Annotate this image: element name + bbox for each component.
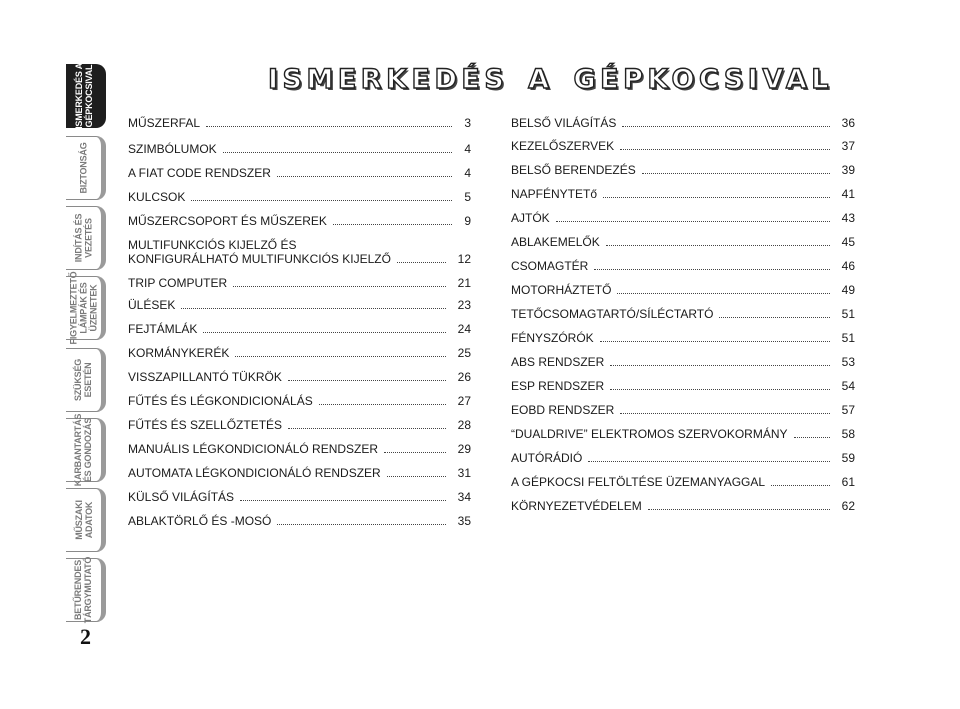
toc-entry-label: ABS RENDSZER bbox=[511, 355, 605, 369]
toc-entry-label: MOTORHÁZTETŐ bbox=[511, 283, 612, 297]
toc-entry-label: “DUALDRIVE” ELEKTROMOS SZERVOKORMÁNY bbox=[511, 427, 788, 441]
toc-entry[interactable] bbox=[511, 499, 855, 513]
toc-entry-page: 62 bbox=[841, 499, 855, 513]
toc-entry-label: KÖRNYEZETVÉDELEM bbox=[511, 499, 642, 513]
toc-entry-label: SZIMBÓLUMOK bbox=[128, 142, 217, 156]
toc-entry[interactable] bbox=[511, 403, 855, 417]
toc-leader-dots bbox=[620, 148, 829, 150]
toc-entry[interactable] bbox=[128, 142, 471, 156]
toc-entry-label: FŰTÉS ÉS LÉGKONDICIONÁLÁS bbox=[128, 394, 313, 408]
toc-entry-label: A GÉPKOCSI FELTÖLTÉSE ÜZEMANYAGGAL bbox=[511, 475, 766, 489]
toc-entry[interactable] bbox=[128, 238, 471, 266]
tab-label: ISMERKEDÉS A GÉPKOCSIVAL bbox=[73, 63, 94, 129]
toc-entry-label: VISSZAPILLANTÓ TÜKRÖK bbox=[128, 370, 282, 384]
toc-entry-label: EOBD RENDSZER bbox=[511, 403, 615, 417]
toc-entry-page: 35 bbox=[457, 514, 471, 528]
toc-entry-page: 28 bbox=[457, 418, 471, 432]
toc-entry-page: 29 bbox=[457, 442, 471, 456]
toc-leader-dots bbox=[235, 355, 445, 357]
toc-leader-dots bbox=[588, 460, 829, 462]
toc-entry-label: TRIP COMPUTER bbox=[128, 276, 228, 290]
toc-entry-label: ÜLÉSEK bbox=[128, 298, 176, 312]
toc-entry[interactable] bbox=[128, 490, 471, 504]
toc-entry-page: 41 bbox=[841, 187, 855, 201]
toc-leader-dots bbox=[648, 508, 830, 510]
toc-leader-dots bbox=[771, 484, 830, 486]
toc-entry-page: 45 bbox=[841, 235, 855, 249]
toc-entry-label: ABLAKTÖRLŐ ÉS -MOSÓ bbox=[128, 514, 272, 528]
toc-entry-label: MANUÁLIS LÉGKONDICIONÁLÓ RENDSZER bbox=[128, 442, 379, 456]
toc-entry-label: AJTÓK bbox=[511, 211, 550, 225]
toc-entry-label: MULTIFUNKCIÓS KIJELZŐ ÉS KONFIGURÁLHATÓ MULTIFUNKCIÓS KIJELZŐ bbox=[128, 238, 391, 266]
toc-entry-page: 59 bbox=[841, 451, 855, 465]
toc-entry[interactable] bbox=[511, 427, 855, 441]
toc-entry[interactable] bbox=[128, 466, 471, 480]
toc-entry-page: 24 bbox=[457, 322, 471, 336]
toc-entry[interactable] bbox=[128, 442, 471, 456]
toc-entry[interactable] bbox=[128, 214, 471, 228]
toc-entry[interactable] bbox=[128, 418, 471, 432]
toc-entry-label: A FIAT CODE RENDSZER bbox=[128, 166, 271, 180]
toc-leader-dots bbox=[610, 364, 829, 366]
toc-leader-dots bbox=[181, 307, 445, 309]
toc-entry[interactable] bbox=[128, 514, 471, 528]
toc-entry-page: 61 bbox=[841, 475, 855, 489]
toc-entry-label: NAPFÉNYTETő bbox=[511, 187, 598, 201]
toc-entry-label: ESP RENDSZER bbox=[511, 379, 605, 393]
toc-entry[interactable] bbox=[511, 475, 855, 489]
toc-entry-page: 4 bbox=[464, 166, 471, 180]
toc-leader-dots bbox=[288, 379, 446, 381]
toc-entry[interactable] bbox=[128, 116, 471, 130]
tab-chapter-5[interactable] bbox=[66, 348, 106, 412]
toc-entry-label: KÜLSŐ VILÁGÍTÁS bbox=[128, 490, 235, 504]
toc-entry[interactable] bbox=[511, 379, 855, 393]
toc-entry-page: 36 bbox=[841, 116, 855, 130]
toc-entry[interactable] bbox=[511, 139, 855, 153]
toc-entry-page: 54 bbox=[841, 379, 855, 393]
toc-entry-page: 58 bbox=[841, 427, 855, 441]
toc-entry-page: 43 bbox=[841, 211, 855, 225]
toc-leader-dots bbox=[594, 268, 829, 270]
toc-entry[interactable] bbox=[511, 211, 855, 225]
toc-leader-dots bbox=[206, 125, 452, 127]
toc-entry-label: MŰSZERCSOPORT ÉS MŰSZEREK bbox=[128, 214, 327, 228]
toc-entry-page: 9 bbox=[464, 214, 471, 228]
toc-entry-label: AUTOMATA LÉGKONDICIONÁLÓ RENDSZER bbox=[128, 466, 381, 480]
toc-entry-label: BELSŐ BERENDEZÉS bbox=[511, 163, 636, 177]
toc-entry[interactable] bbox=[511, 235, 855, 249]
tab-chapter-7[interactable] bbox=[66, 488, 106, 552]
toc-entry[interactable] bbox=[511, 283, 855, 297]
toc-entry-page: 39 bbox=[841, 163, 855, 177]
toc-entry-label: FŰTÉS ÉS SZELLŐZTETÉS bbox=[128, 418, 283, 432]
toc-entry-page: 46 bbox=[841, 259, 855, 273]
toc-entry-page: 21 bbox=[457, 276, 471, 290]
toc-leader-dots bbox=[191, 199, 452, 201]
toc-leader-dots bbox=[622, 125, 829, 127]
toc-entry[interactable] bbox=[128, 346, 471, 360]
tab-label: INDÍTÁS ÉS VEZETÉS bbox=[73, 213, 94, 263]
toc-entry[interactable] bbox=[128, 370, 471, 384]
toc-entry-label: TETŐCSOMAGTARTÓ/SÍLÉCTARTÓ bbox=[511, 307, 714, 321]
tab-label: MŰSZAKI ADATOK bbox=[73, 500, 94, 540]
toc-entry-page: 26 bbox=[457, 370, 471, 384]
tab-chapter-1[interactable] bbox=[66, 64, 106, 128]
toc-leader-dots bbox=[277, 175, 452, 177]
toc-entry-page: 34 bbox=[457, 490, 471, 504]
toc-entry[interactable] bbox=[128, 166, 471, 180]
toc-leader-dots bbox=[600, 340, 830, 342]
toc-entry[interactable] bbox=[511, 307, 855, 321]
toc-entry[interactable] bbox=[511, 355, 855, 369]
toc-entry[interactable] bbox=[511, 259, 855, 273]
toc-entry-label: ABLAKEMELŐK bbox=[511, 235, 600, 249]
toc-entry-label: BELSŐ VILÁGÍTÁS bbox=[511, 116, 617, 130]
toc-entry-page: 5 bbox=[464, 190, 471, 204]
toc-leader-dots bbox=[606, 244, 830, 246]
tab-label: FIGYELMEZTETŐ LÁMPÁK ÉS ÜZENETEK bbox=[68, 271, 99, 345]
tab-chapter-2[interactable] bbox=[66, 136, 106, 200]
toc-leader-dots bbox=[719, 316, 829, 318]
toc-entry-page: 23 bbox=[457, 298, 471, 312]
toc-entry-page: 27 bbox=[457, 394, 471, 408]
toc-leader-dots bbox=[223, 151, 453, 153]
toc-leader-dots bbox=[387, 475, 446, 477]
tab-label: SZÜKSÉG ESETÉN bbox=[73, 358, 94, 402]
toc-leader-dots bbox=[610, 388, 830, 390]
toc-leader-dots bbox=[319, 403, 446, 405]
toc-entry-page: 51 bbox=[841, 307, 855, 321]
toc-leader-dots bbox=[556, 220, 830, 222]
page-title: ISMERKEDÉS A GÉPKOCSIVAL bbox=[268, 64, 833, 95]
toc-entry-label: KEZELŐSZERVEK bbox=[511, 139, 615, 153]
toc-entry-label: KULCSOK bbox=[128, 190, 186, 204]
tab-chapter-6[interactable] bbox=[66, 413, 106, 487]
toc-leader-dots bbox=[603, 196, 830, 198]
toc-entry-label: MŰSZERFAL bbox=[128, 116, 201, 130]
toc-leader-dots bbox=[333, 223, 452, 225]
toc-entry-page: 51 bbox=[841, 331, 855, 345]
toc-leader-dots bbox=[620, 412, 829, 414]
toc-entry-page: 57 bbox=[841, 403, 855, 417]
tab-chapter-3[interactable] bbox=[66, 206, 106, 270]
tab-chapter-8[interactable] bbox=[66, 558, 106, 622]
toc-entry-page: 31 bbox=[457, 466, 471, 480]
toc-entry-page: 49 bbox=[841, 283, 855, 297]
page-number: 2 bbox=[80, 624, 91, 649]
toc-entry-page: 37 bbox=[841, 139, 855, 153]
toc-leader-dots bbox=[240, 499, 446, 501]
toc-entry[interactable] bbox=[511, 163, 855, 177]
toc-entry-page: 12 bbox=[457, 252, 471, 266]
toc-entry[interactable] bbox=[128, 190, 471, 204]
toc-entry[interactable] bbox=[128, 276, 471, 290]
toc-entry-label: KORMÁNYKERÉK bbox=[128, 346, 230, 360]
toc-entry-page: 4 bbox=[464, 142, 471, 156]
toc-leader-dots bbox=[642, 172, 830, 174]
tab-label: BIZTONSÁG bbox=[78, 142, 89, 194]
toc-entry-label: AUTÓRÁDIÓ bbox=[511, 451, 583, 465]
toc-entry[interactable] bbox=[511, 116, 855, 130]
toc-leader-dots bbox=[233, 285, 446, 287]
toc-entry[interactable] bbox=[128, 322, 471, 336]
toc-entry-page: 3 bbox=[464, 116, 471, 130]
toc-leader-dots bbox=[277, 523, 445, 525]
toc-entry-label: FÉNYSZÓRÓK bbox=[511, 331, 594, 345]
toc-entry[interactable] bbox=[511, 451, 855, 465]
toc-leader-dots bbox=[617, 292, 829, 294]
toc-entry-page: 53 bbox=[841, 355, 855, 369]
toc-leader-dots bbox=[288, 427, 446, 429]
tab-label: KARBANTARTÁS ÉS GONDOZÁS bbox=[73, 413, 94, 487]
toc-entry[interactable] bbox=[511, 187, 855, 201]
toc-leader-dots bbox=[384, 451, 446, 453]
toc-leader-dots bbox=[203, 331, 445, 333]
toc-leader-dots bbox=[397, 261, 446, 263]
toc-entry[interactable] bbox=[128, 394, 471, 408]
toc-entry-label: FEJTÁMLÁK bbox=[128, 322, 198, 336]
toc-leader-dots bbox=[794, 436, 830, 438]
tab-chapter-4[interactable] bbox=[66, 271, 106, 345]
toc-entry[interactable] bbox=[128, 298, 471, 312]
toc-entry-label: CSOMAGTÉR bbox=[511, 259, 589, 273]
tab-label: BETŰRENDES TÁRGYMUTATÓ bbox=[73, 556, 94, 624]
toc-entry[interactable] bbox=[511, 331, 855, 345]
toc-entry-page: 25 bbox=[457, 346, 471, 360]
